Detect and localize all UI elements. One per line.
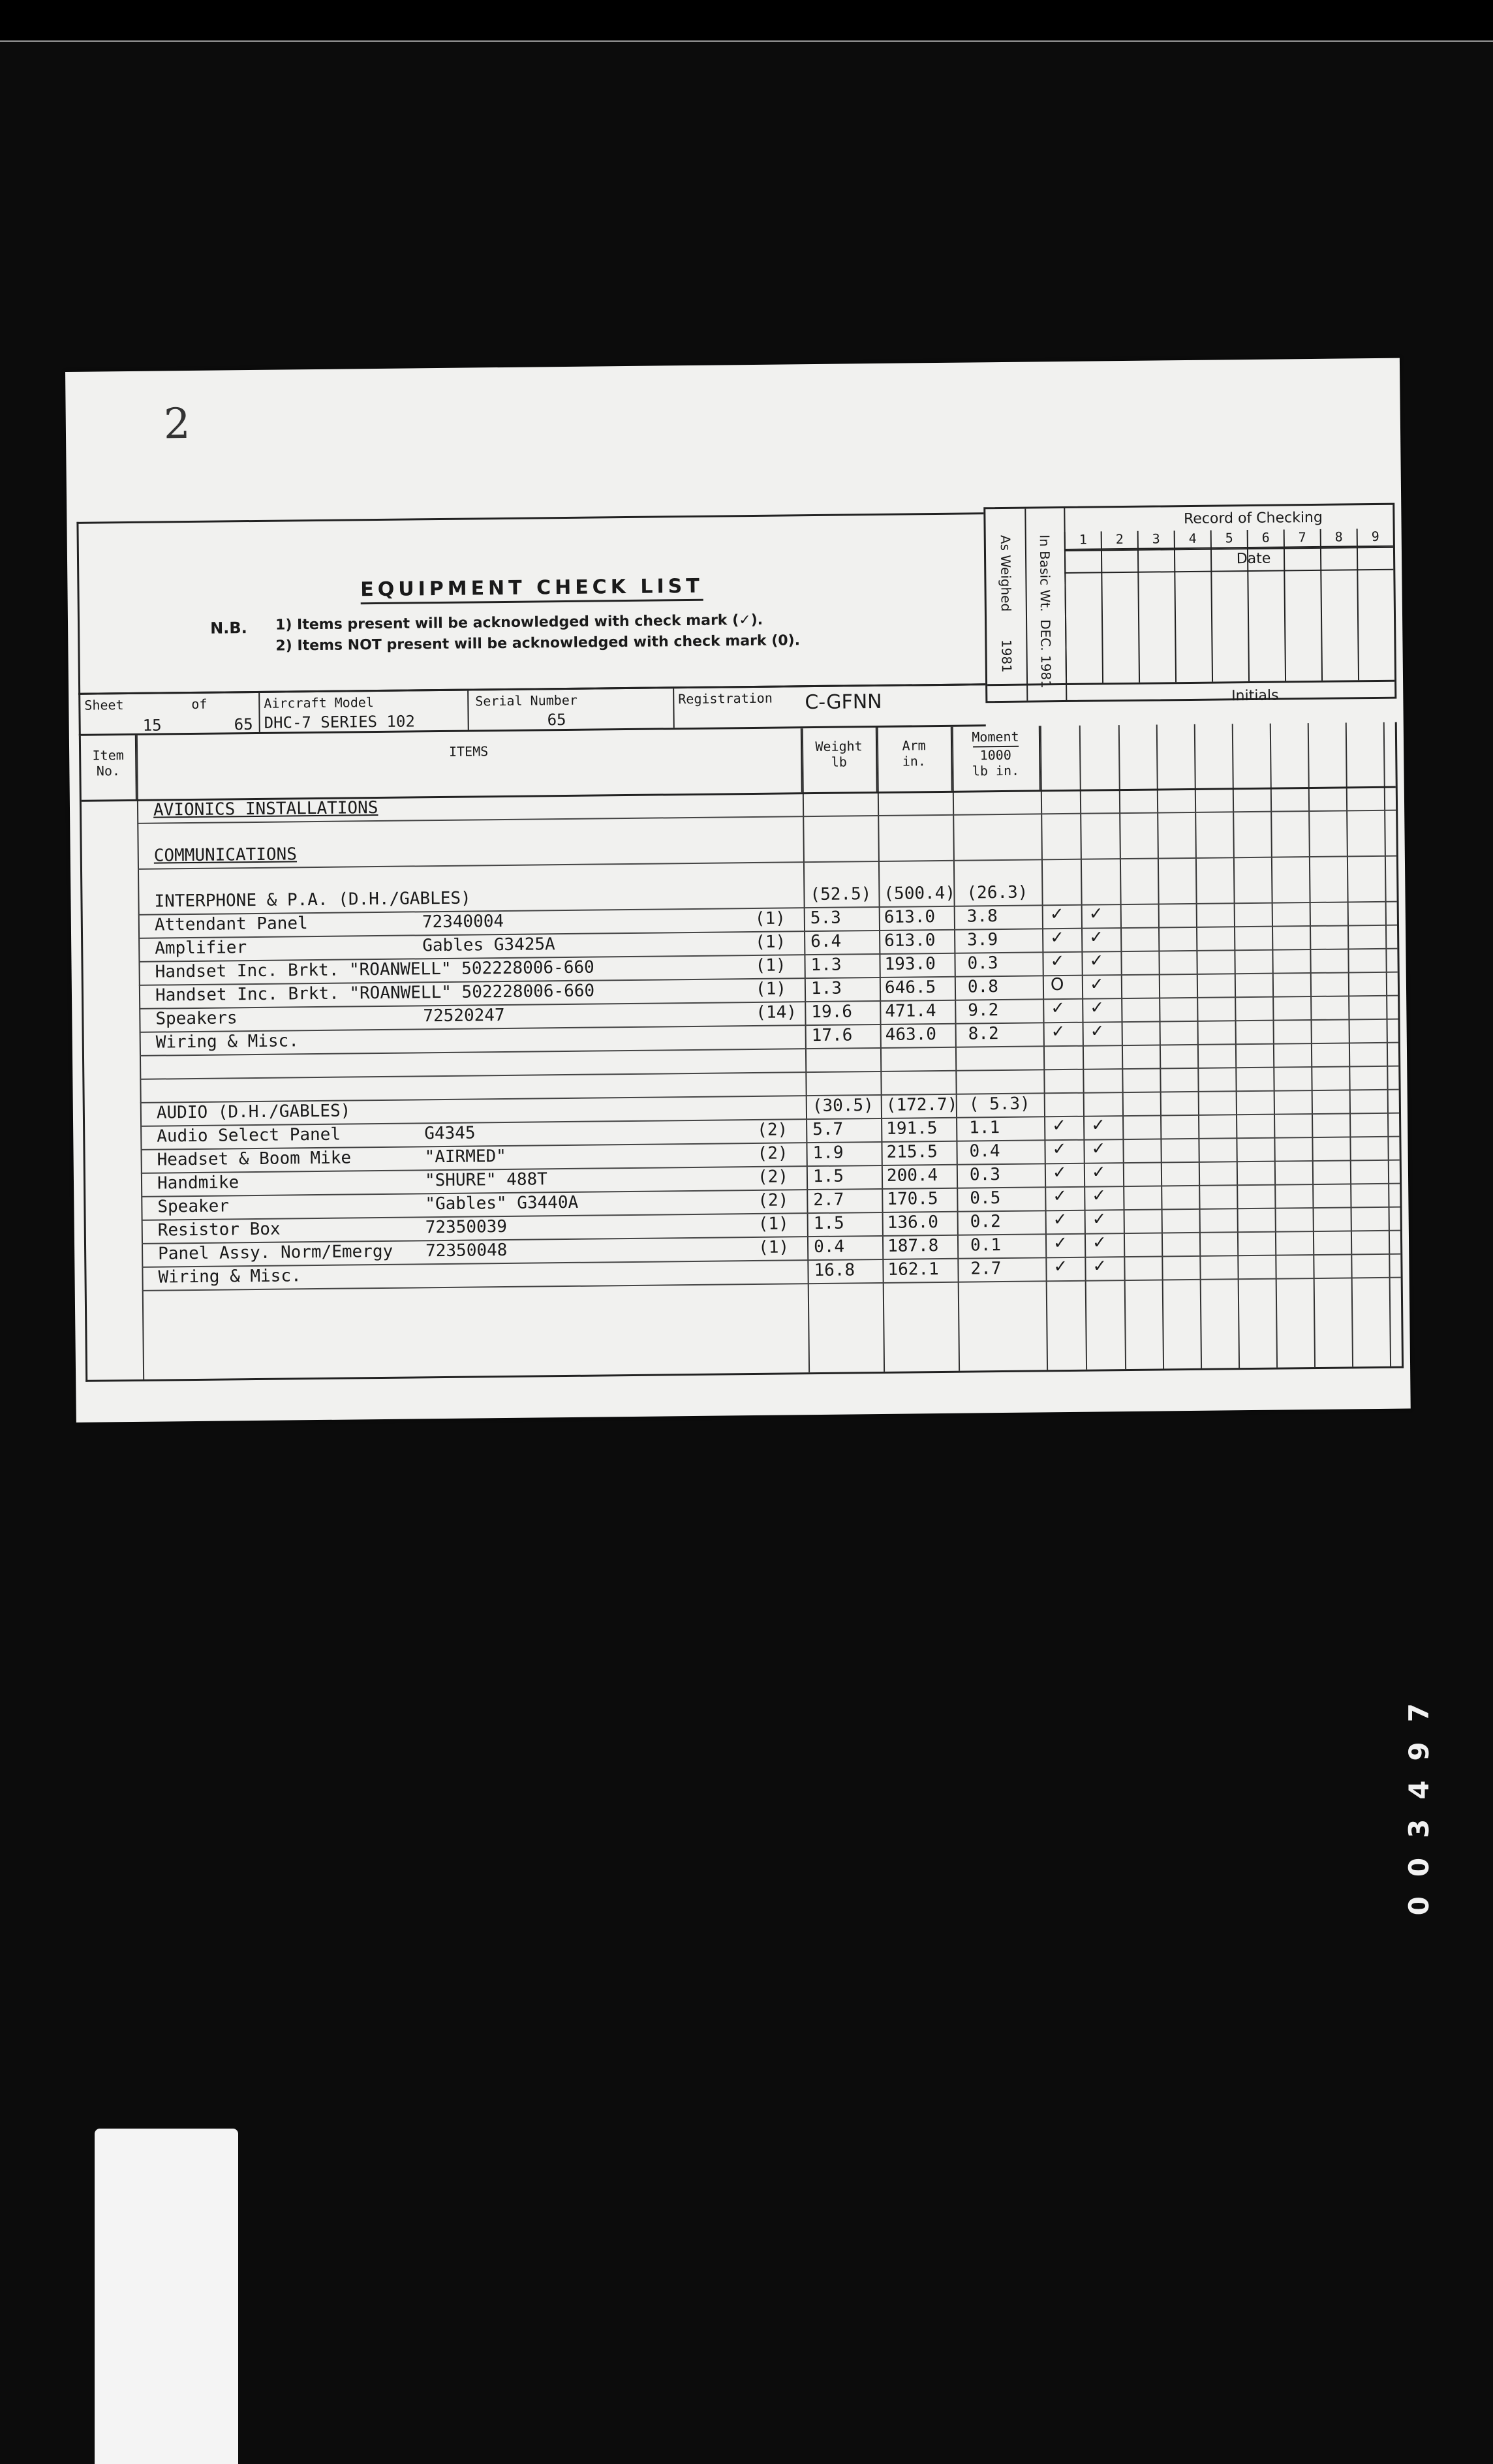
film-frame-top [0, 0, 1493, 42]
item-quantity: (1) [754, 908, 786, 929]
col-moment-label: Moment [972, 728, 1019, 745]
item-weight: 0.4 [813, 1237, 845, 1257]
registration-cell [674, 685, 988, 728]
item-weight: 19.6 [811, 1002, 853, 1023]
equipment-table [79, 722, 1404, 1382]
check-in-basic: ✓ [1092, 1186, 1107, 1206]
item-weight: 16.8 [814, 1260, 855, 1281]
col-item-no [81, 735, 137, 800]
aircraft-cell [260, 691, 469, 732]
film-leader [95, 2129, 238, 2464]
col-arm-label: Arm in. [902, 737, 927, 769]
item-moment: (26.3) [966, 882, 1028, 903]
item-moment: 8.2 [968, 1024, 999, 1044]
item-part-number: "AIRMED" [424, 1146, 507, 1167]
check-as-weighed: ✓ [1053, 1209, 1068, 1230]
sheet-cell [80, 693, 260, 734]
item-moment: 1.1 [969, 1118, 1000, 1138]
check-in-basic: ✓ [1088, 904, 1103, 924]
item-name: Resistor Box [157, 1219, 281, 1240]
item-name: INTERPHONE & P.A. (D.H./GABLES) [154, 888, 471, 912]
record-number-6: 6 [1247, 529, 1284, 548]
check-as-weighed: ✓ [1050, 951, 1065, 972]
item-arm: 613.0 [884, 907, 936, 927]
item-moment: ( 5.3) [968, 1094, 1030, 1115]
item-name: AUDIO (D.H./GABLES) [156, 1101, 351, 1123]
item-moment: 3.8 [966, 906, 998, 927]
item-moment: 2.7 [970, 1259, 1002, 1279]
check-in-basic: ✓ [1091, 1162, 1106, 1182]
item-name: COMMUNICATIONS [153, 844, 298, 866]
item-name: Panel Assy. Norm/Emergy [158, 1241, 393, 1264]
item-arm: 162.1 [887, 1259, 939, 1280]
item-moment: 0.8 [967, 977, 999, 997]
item-part-number: 72350039 [425, 1216, 508, 1238]
item-name: Speakers [155, 1008, 238, 1029]
check-in-basic: ✓ [1089, 927, 1104, 947]
record-number-7: 7 [1284, 529, 1320, 548]
item-moment: 0.4 [969, 1141, 1000, 1162]
item-weight: 2.7 [813, 1190, 844, 1210]
in-basic-col [1024, 508, 1067, 701]
record-grid-line [1174, 549, 1177, 682]
page-title: EQUIPMENT CHECK LIST [79, 572, 984, 604]
document-sheet [65, 358, 1411, 1423]
check-in-basic: ✓ [1089, 951, 1104, 971]
check-as-weighed: ✓ [1053, 1186, 1068, 1207]
item-weight: 1.5 [813, 1213, 844, 1234]
record-grid-line [1137, 549, 1140, 683]
item-moment: 0.3 [967, 953, 998, 974]
item-arm: 136.0 [887, 1212, 939, 1233]
item-part-number: "Gables" G3440A [425, 1192, 579, 1214]
check-in-basic: ✓ [1090, 998, 1105, 1018]
film-frame-number: 003497 [1403, 1684, 1435, 1916]
check-as-weighed: ✓ [1051, 1022, 1066, 1042]
of-value: 65 [234, 715, 253, 734]
nb-label: N.B. [209, 619, 247, 638]
item-arm: 215.5 [886, 1142, 938, 1162]
item-weight: (30.5) [812, 1096, 874, 1116]
as-weighed-col [985, 509, 1028, 701]
item-weight: 1.3 [810, 978, 842, 999]
check-in-basic: ✓ [1092, 1256, 1107, 1276]
item-name: Speaker [157, 1196, 230, 1217]
serial-value: 65 [547, 710, 566, 730]
item-moment: 9.2 [968, 1000, 999, 1021]
in-basic-label: In Basic Wt. [1036, 534, 1053, 612]
check-as-weighed: ✓ [1052, 1139, 1067, 1160]
record-number-2: 2 [1101, 531, 1137, 550]
record-grid-line [1284, 547, 1286, 681]
record-grid-line [1210, 549, 1213, 682]
record-of-checking [983, 503, 1396, 703]
item-moment: 0.2 [970, 1212, 1001, 1232]
check-as-weighed: ✓ [1053, 1233, 1068, 1254]
col-arm [877, 727, 953, 792]
item-quantity: (1) [755, 932, 786, 952]
item-quantity: (1) [758, 1237, 790, 1257]
col-moment [952, 726, 1041, 790]
item-weight: 5.3 [810, 908, 841, 929]
item-quantity: (1) [755, 979, 787, 999]
item-weight: 6.4 [810, 931, 842, 952]
check-in-basic: ✓ [1092, 1233, 1107, 1253]
item-moment: 3.9 [967, 930, 998, 950]
item-arm: (172.7) [885, 1094, 958, 1115]
item-quantity: (14) [756, 1002, 797, 1023]
item-quantity: (2) [757, 1120, 788, 1140]
page-mark: 2 [163, 400, 191, 449]
item-weight: 5.7 [812, 1119, 844, 1140]
item-part-number: Gables G3425A [422, 934, 555, 956]
item-arm: 471.4 [885, 1001, 936, 1021]
col-moment-divisor: 1000 [979, 747, 1011, 763]
check-in-basic: ✓ [1091, 1139, 1106, 1159]
item-weight: 1.5 [812, 1166, 844, 1187]
initials-label: Initials [1231, 687, 1279, 705]
item-part-number: "SHURE" 488T [424, 1169, 547, 1191]
item-part-number: 72520247 [423, 1006, 505, 1026]
check-as-weighed: ✓ [1049, 904, 1064, 925]
item-weight: 1.3 [810, 955, 842, 976]
date-label: Date [1236, 550, 1271, 568]
as-weighed-date: 1981 [998, 639, 1015, 673]
item-quantity: (2) [757, 1167, 789, 1187]
item-name: Headset & Boom Mike [157, 1148, 352, 1170]
col-items-label: ITEMS [448, 743, 489, 760]
col-item-no-label: Item No. [92, 747, 124, 779]
check-as-weighed: ✓ [1052, 1116, 1067, 1136]
item-name: Amplifier [155, 938, 247, 959]
in-basic-date: DEC. 1981 [1038, 619, 1054, 689]
col-items [136, 728, 803, 799]
serial-cell [469, 688, 675, 730]
item-quantity: (2) [757, 1143, 788, 1163]
check-in-basic: ✓ [1090, 1021, 1105, 1041]
item-name: Handmike [157, 1173, 239, 1194]
item-moment: 0.3 [969, 1165, 1001, 1185]
nb-line-1: 1) Items present will be acknowledged with check mark (✓). [275, 611, 763, 634]
registration-label: Registration [678, 690, 773, 707]
item-name: Handset Inc. Brkt. "ROANWELL" 502228006-660 [155, 957, 594, 982]
serial-label: Serial Number [475, 692, 577, 709]
date-rule-2 [1064, 569, 1393, 574]
item-quantity: (1) [758, 1214, 789, 1234]
item-name: AVIONICS INSTALLATIONS [153, 798, 378, 820]
item-arm: (500.4) [884, 883, 956, 904]
item-part-number: G4345 [424, 1123, 476, 1144]
item-arm: 191.5 [886, 1118, 938, 1139]
item-name: Handset Inc. Brkt. "ROANWELL" 502228006-660 [155, 981, 595, 1006]
registration-value: C-GFNN [805, 690, 882, 715]
item-weight: 17.6 [811, 1025, 853, 1046]
record-grid-line [1357, 547, 1359, 680]
col-weight [802, 728, 878, 792]
record-grid-line [1320, 547, 1323, 681]
item-name: Attendant Panel [154, 914, 308, 935]
item-name: Wiring & Misc. [155, 1031, 300, 1053]
check-as-weighed: ✓ [1051, 998, 1066, 1019]
record-title: Record of Checking [1183, 509, 1323, 528]
record-number-3: 3 [1137, 531, 1174, 549]
record-grid-line [1247, 548, 1250, 681]
item-name: Wiring & Misc. [158, 1266, 301, 1287]
col-weight-label: Weight lb [815, 738, 863, 770]
record-grid-line [1101, 549, 1103, 683]
sheet-value: 15 [142, 716, 162, 735]
item-arm: 463.0 [885, 1024, 937, 1045]
as-weighed-label: As Weighed [997, 534, 1014, 612]
item-weight: 1.9 [812, 1143, 844, 1163]
nb-line-2: 2) Items NOT present will be acknowledged with check mark (0). [275, 632, 801, 654]
item-arm: 170.5 [887, 1189, 938, 1209]
check-as-weighed: ✓ [1052, 1162, 1067, 1183]
item-name: Audio Select Panel [157, 1124, 341, 1147]
record-number-9: 9 [1357, 529, 1393, 547]
aircraft-label: Aircraft Model [264, 694, 375, 711]
check-as-weighed: ✓ [1050, 928, 1065, 948]
of-label: of [191, 696, 208, 713]
col-moment-unit: lb in. [972, 762, 1020, 779]
check-in-basic: ✓ [1092, 1209, 1107, 1229]
record-number-8: 8 [1320, 529, 1357, 547]
check-in-basic: ✓ [1089, 974, 1104, 994]
header-box [76, 512, 985, 695]
item-part-number: 72340004 [422, 912, 504, 932]
item-weight: (52.5) [810, 884, 872, 905]
item-arm: 613.0 [884, 931, 936, 951]
aircraft-value: DHC-7 SERIES 102 [264, 712, 415, 732]
item-part-number: 72350048 [425, 1240, 508, 1261]
record-number-5: 5 [1210, 530, 1247, 549]
record-number-4: 4 [1174, 531, 1210, 549]
item-moment: 0.5 [970, 1188, 1001, 1209]
item-moment: 0.1 [970, 1235, 1002, 1255]
record-number-1: 1 [1064, 531, 1101, 550]
item-quantity: (1) [755, 955, 786, 976]
item-arm: 200.4 [886, 1165, 938, 1186]
sheet-label: Sheet [84, 697, 124, 713]
item-arm: 646.5 [884, 978, 936, 998]
check-as-weighed: ✓ [1053, 1256, 1068, 1277]
check-as-weighed: O [1050, 975, 1064, 995]
item-arm: 187.8 [887, 1236, 939, 1256]
check-in-basic: ✓ [1091, 1115, 1106, 1135]
item-arm: 193.0 [884, 954, 936, 974]
item-quantity: (2) [758, 1190, 789, 1210]
